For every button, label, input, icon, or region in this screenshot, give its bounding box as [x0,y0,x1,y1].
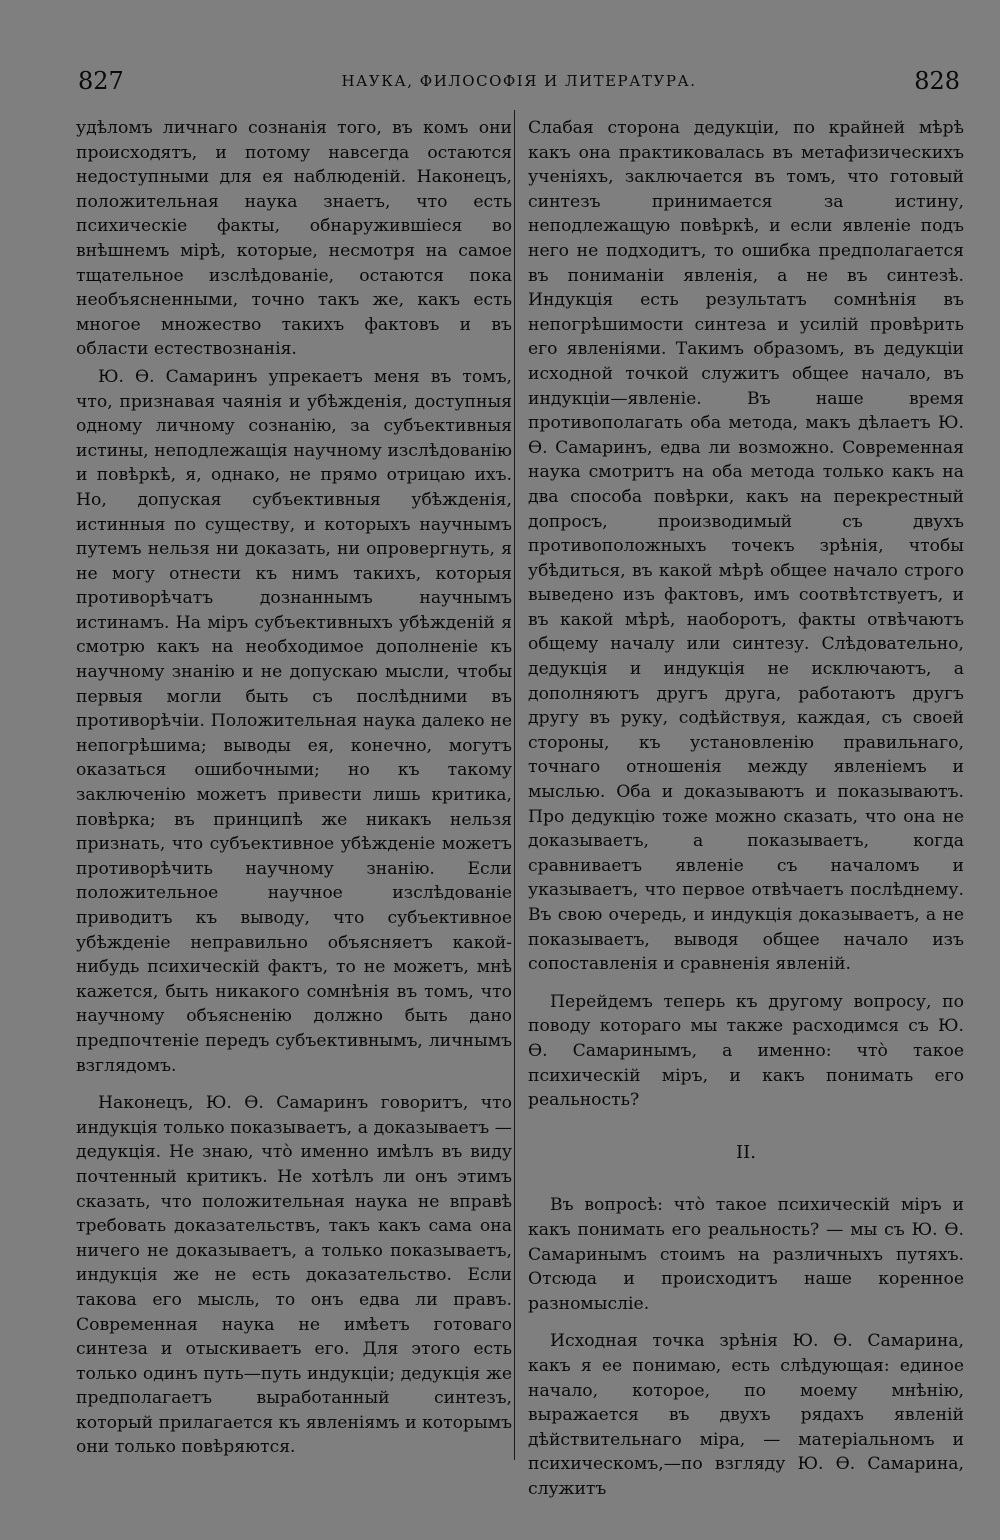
page-number-left: 827 [78,67,124,95]
paragraph: Наконецъ, Ю. Ѳ. Самаринъ говоритъ, что индукція только показываетъ, а доказываетъ —дедукція. Не знаю, что̀ именно имѣлъ въ виду почтенный критикъ. Не хотѣлъ ли онъ этимъ сказать, что положительная наука не вправѣ требовать доказательствъ, такъ какъ сама она ничего не доказываетъ, а только показываетъ, индукція же не есть доказательство. Если такова его мысль, то онъ едва ли правъ. Современная наука не имѣетъ готоваго синтеза и отыскиваетъ его. Для этого есть только одинъ путь—путь индукціи; дедукція же предполагаетъ выработанный синтезъ, который прилагается къ явленіямъ и которымъ они только повѣряются. [76,1093,512,1458]
paragraph: Въ вопросѣ: что̀ такое психическій міръ и какъ понимать его реальность? — мы съ Ю. Ѳ. Самаринымъ стоимъ на различныхъ путяхъ. Отсюда и происходитъ наше коренное разномысліе. [528,1195,964,1314]
right-column [528,116,964,1501]
paragraph: Перейдемъ теперь къ другому вопросу, по поводу котораго мы также расходимся съ Ю. Ѳ. Самаринымъ, а именно: что̀ такое психическій міръ, и какъ понимать его реальность? [528,991,964,1111]
left-column [76,116,512,1460]
running-title: НАУКА, ФИЛОСОФІЯ И ЛИТЕРАТУРА. [341,72,697,90]
page-header [78,64,960,98]
paragraph: удѣломъ личнаго сознанія того, въ комъ они происходятъ, и потому навсегда остаются недоступными для ея наблюденій. Наконецъ, положительная наука знаетъ, что есть психическіе факты, обнаружившіеся во внѣшнемъ мірѣ, которые, несмотря на самое тщательное изслѣдованіе, остаются пока необъясненными, точно такъ же, какъ есть многое множество такихъ фактовъ и въ области естествознанія. [76,118,512,360]
paragraph: Ю. Ѳ. Самаринъ упрекаетъ меня въ томъ, что, признавая чаянія и убѣжденія, доступныя одному личному сознанію, за субъективныя истины, неподлежащія научному изслѣдованію и повѣркѣ, я, однако, не прямо отрицаю ихъ. Но, допуская субъективныя убѣжденія, истинныя по существу, и которыхъ научнымъ путемъ нельзя ни доказать, ни опровергнуть, я не могу отнести къ нимъ такихъ, которыя противорѣчатъ дознаннымъ научнымъ истинамъ. На міръ субъективныхъ убѣжденій я смотрю какъ на необходимое дополненіе къ научному знанію и не допускаю мысли, чтобы первыя могли быть съ послѣдними въ противорѣчіи. Положительная наука далеко не непогрѣшима; выводы ея, конечно, могутъ оказаться ошибочными; но къ такому заключенію можетъ привести лишь критика, повѣрка; въ принципѣ же никакъ нельзя признать, что субъективное убѣжденіе можетъ противорѣчить научному знанію. Если положительное научное изслѣдованіе приводитъ къ выводу, что субъективное убѣжденіе неправильно объясняетъ какой-нибудь психическій фактъ, то не можетъ, мнѣ кажется, быть никакого сомнѣнія въ томъ, что научному объясненію должно быть дано предпочтеніе передъ субъективнымъ, личнымъ взглядомъ. [76,366,512,1076]
page-number-right: 828 [914,67,960,95]
paragraph: Слабая сторона дедукціи, по крайней мѣрѣ какъ она практиковалась въ метафизическихъ ученіяхъ, заключается въ томъ, что готовый синтезъ принимается за истину, неподлежащую повѣркѣ, и если явленіе подъ него не подходитъ, то ошибка предполагается въ пониманіи явленія, а не въ синтезѣ. Индукція есть результатъ сомнѣнія въ непогрѣшимости синтеза и усилій провѣрить его явленіями. Такимъ образомъ, въ дедукціи исходной точкой служитъ общее начало, въ индукціи—явленіе. Въ наше время противополагать оба метода, макъ дѣлаетъ Ю. Ѳ. Самаринъ, едва ли возможно. Современная наука смотритъ на оба метода только какъ на два способа повѣрки, какъ на перекрестный допросъ, производимый съ двухъ противоположныхъ точекъ зрѣнія, чтобы убѣдиться, въ какой мѣрѣ общее начало строго выведено изъ фактовъ, имъ соотвѣтствуетъ, и въ какой мѣрѣ, наоборотъ, факты отвѣчаютъ общему началу или синтезу. Слѣдовательно, дедукція и индукція не исключаютъ, а дополняютъ другъ друга, работаютъ другъ другу въ руку, содѣйствуя, каждая, съ своей стороны, къ установленію правильнаго, точнаго отношенія между явленіемъ и мыслью. Оба и доказываютъ и показываютъ. Про дедукцію тоже можно сказать, что она не доказываетъ, а показываетъ, когда сравниваетъ явленіе съ началомъ и указываетъ, что первое отвѣчаетъ послѣднему. Въ свою очередь, и индукція доказываетъ, а не показываетъ, выводя общее начало изъ сопоставленія и сравненія явленій. [528,118,964,975]
column-divider [514,110,515,1460]
paragraph: Исходная точка зрѣнія Ю. Ѳ. Самарина, какъ я ее понимаю, есть слѣдующая: единое начало, которое, по моему мнѣнію, выражается въ двухъ рядахъ явленій дѣйствительнаго міра, — матеріальномъ и психическомъ,—по взгляду Ю. Ѳ. Самарина, служитъ [528,1331,964,1499]
section-heading: II. [736,1141,756,1163]
